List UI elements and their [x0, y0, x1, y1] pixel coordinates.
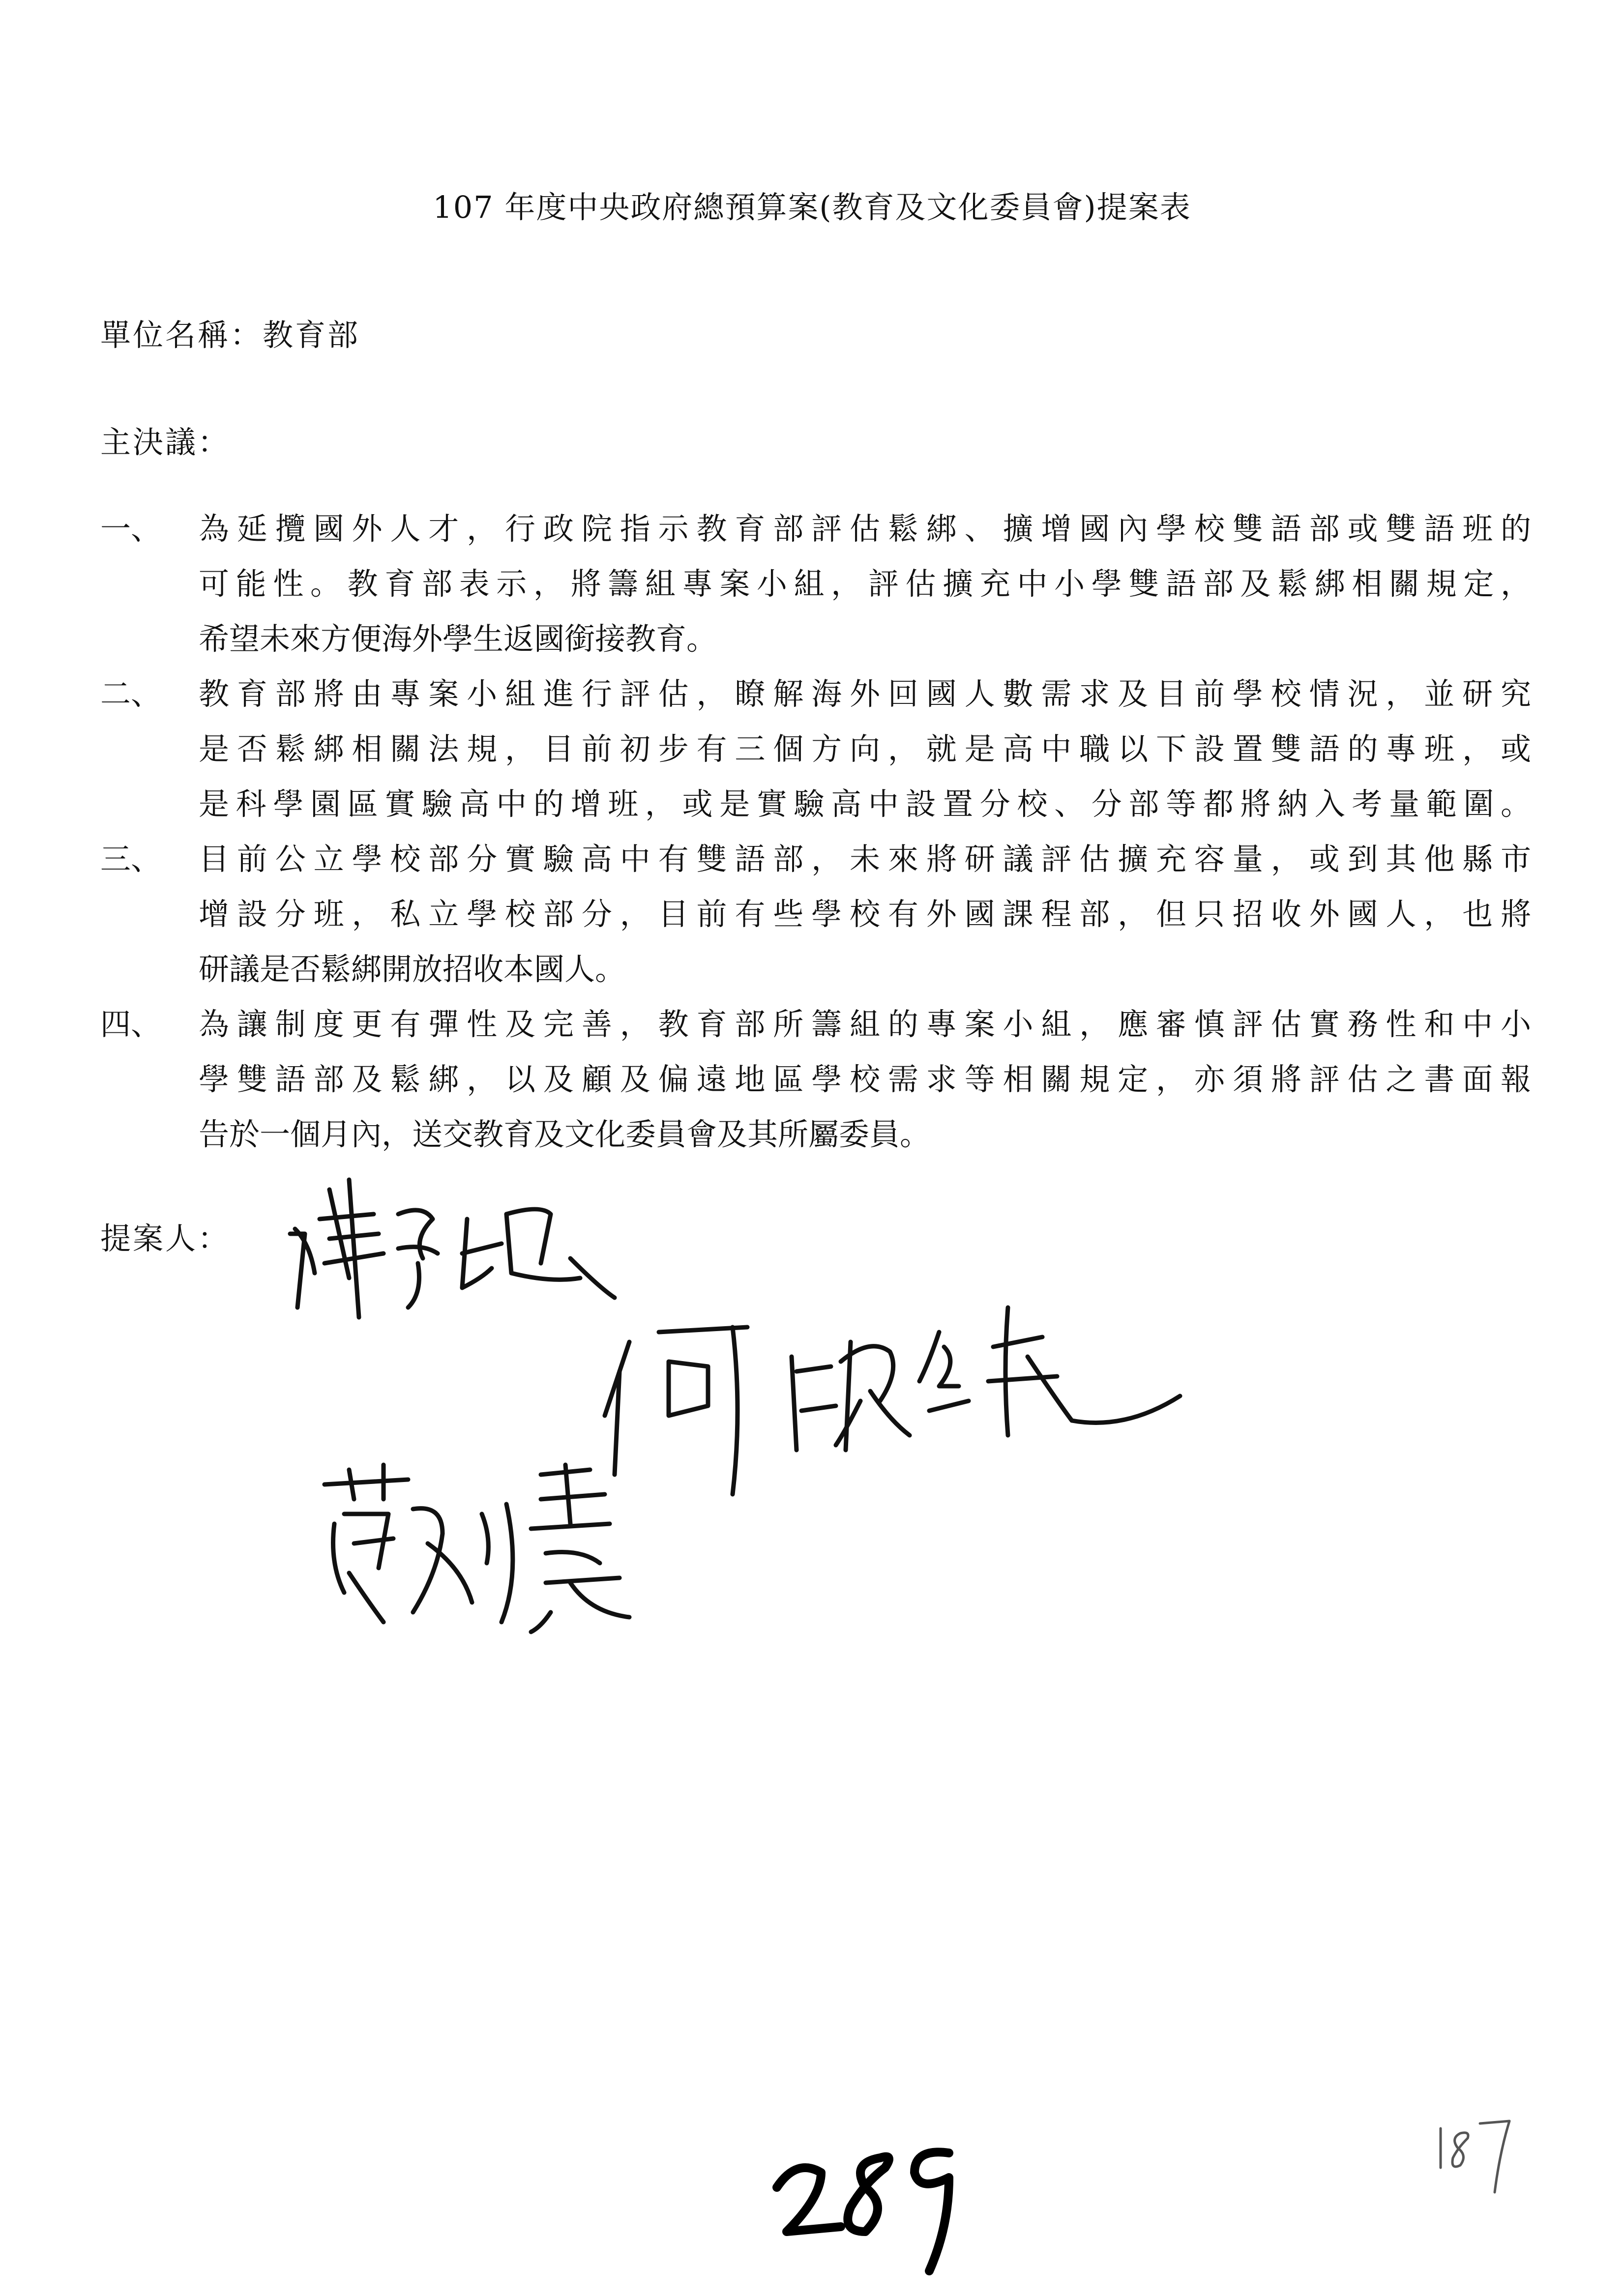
item-line: 可能性。教育部表示，將籌組專案小組，評估擴充中小學雙語部及鬆綁相關規定， — [199, 566, 1531, 602]
item-number: 四、 — [100, 1006, 162, 1042]
item-line: 是否鬆綁相關法規，目前初步有三個方向，就是高中職以下設置雙語的專班，或 — [199, 731, 1531, 767]
page-stamp-text: 187 — [1421, 2109, 1422, 2110]
item-line: 研議是否鬆綁開放招收本國人。 — [199, 951, 626, 987]
item-body — [199, 667, 1531, 832]
item-line: 為讓制度更有彈性及完善，教育部所籌組的專案小組，應審慎評估實務性和中小 — [199, 1006, 1531, 1042]
resolution-item-3 — [100, 832, 1531, 997]
item-body — [199, 997, 1531, 1162]
proposer-label: 提案人： — [100, 1221, 231, 1256]
item-line: 希望未來方便海外學生返國銜接教育。 — [199, 621, 717, 657]
resolution-item-1 — [100, 501, 1531, 667]
unit-line — [100, 311, 360, 354]
handwritten-page-number — [767, 2128, 974, 2276]
item-number: 三、 — [100, 841, 162, 877]
item-body — [199, 832, 1531, 997]
resolution-items — [100, 501, 1531, 1162]
item-line: 是科學園區實驗高中的增班，或是實驗高中設置分校、分部等都將納入考量範圍。 — [199, 786, 1531, 822]
signature-3 — [315, 1455, 669, 1642]
item-line: 教育部將由專案小組進行評估，瞭解海外回國人數需求及目前學校情況，並研究 — [199, 676, 1531, 712]
resolution-item-2 — [100, 667, 1531, 832]
page-stamp — [1421, 2109, 1529, 2207]
document-title: 107 年度中央政府總預算案(教育及文化委員會)提案表 — [433, 189, 1191, 225]
signature-3-name: 蘇巧慧 — [315, 1455, 316, 1456]
unit-value: 教育部 — [263, 317, 360, 353]
item-line: 增設分班，私立學校部分，目前有些學校有外國課程部，但只招收外國人，也將 — [199, 896, 1531, 932]
unit-label: 單位名稱： — [100, 317, 263, 353]
item-number: 二、 — [100, 676, 162, 712]
item-body — [199, 501, 1531, 667]
signature-2 — [585, 1273, 1185, 1499]
resolution-item-4 — [100, 997, 1531, 1162]
item-line: 目前公立學校部分實驗高中有雙語部，未來將研議評估擴充容量，或到其他縣市 — [199, 841, 1531, 877]
item-line: 學雙語部及鬆綁，以及顧及偏遠地區學校需求等相關規定，亦須將評估之書面報 — [199, 1061, 1531, 1097]
item-number: 一、 — [100, 511, 162, 547]
signature-1 — [275, 1160, 620, 1322]
item-line: 告於一個月內，送交教育及文化委員會及其所屬委員。 — [199, 1116, 931, 1152]
resolution-heading: 主決議： — [100, 424, 231, 460]
item-line: 為延攬國外人才，行政院指示教育部評估鬆綁、擴增國內學校雙語部或雙語班的 — [199, 511, 1531, 547]
